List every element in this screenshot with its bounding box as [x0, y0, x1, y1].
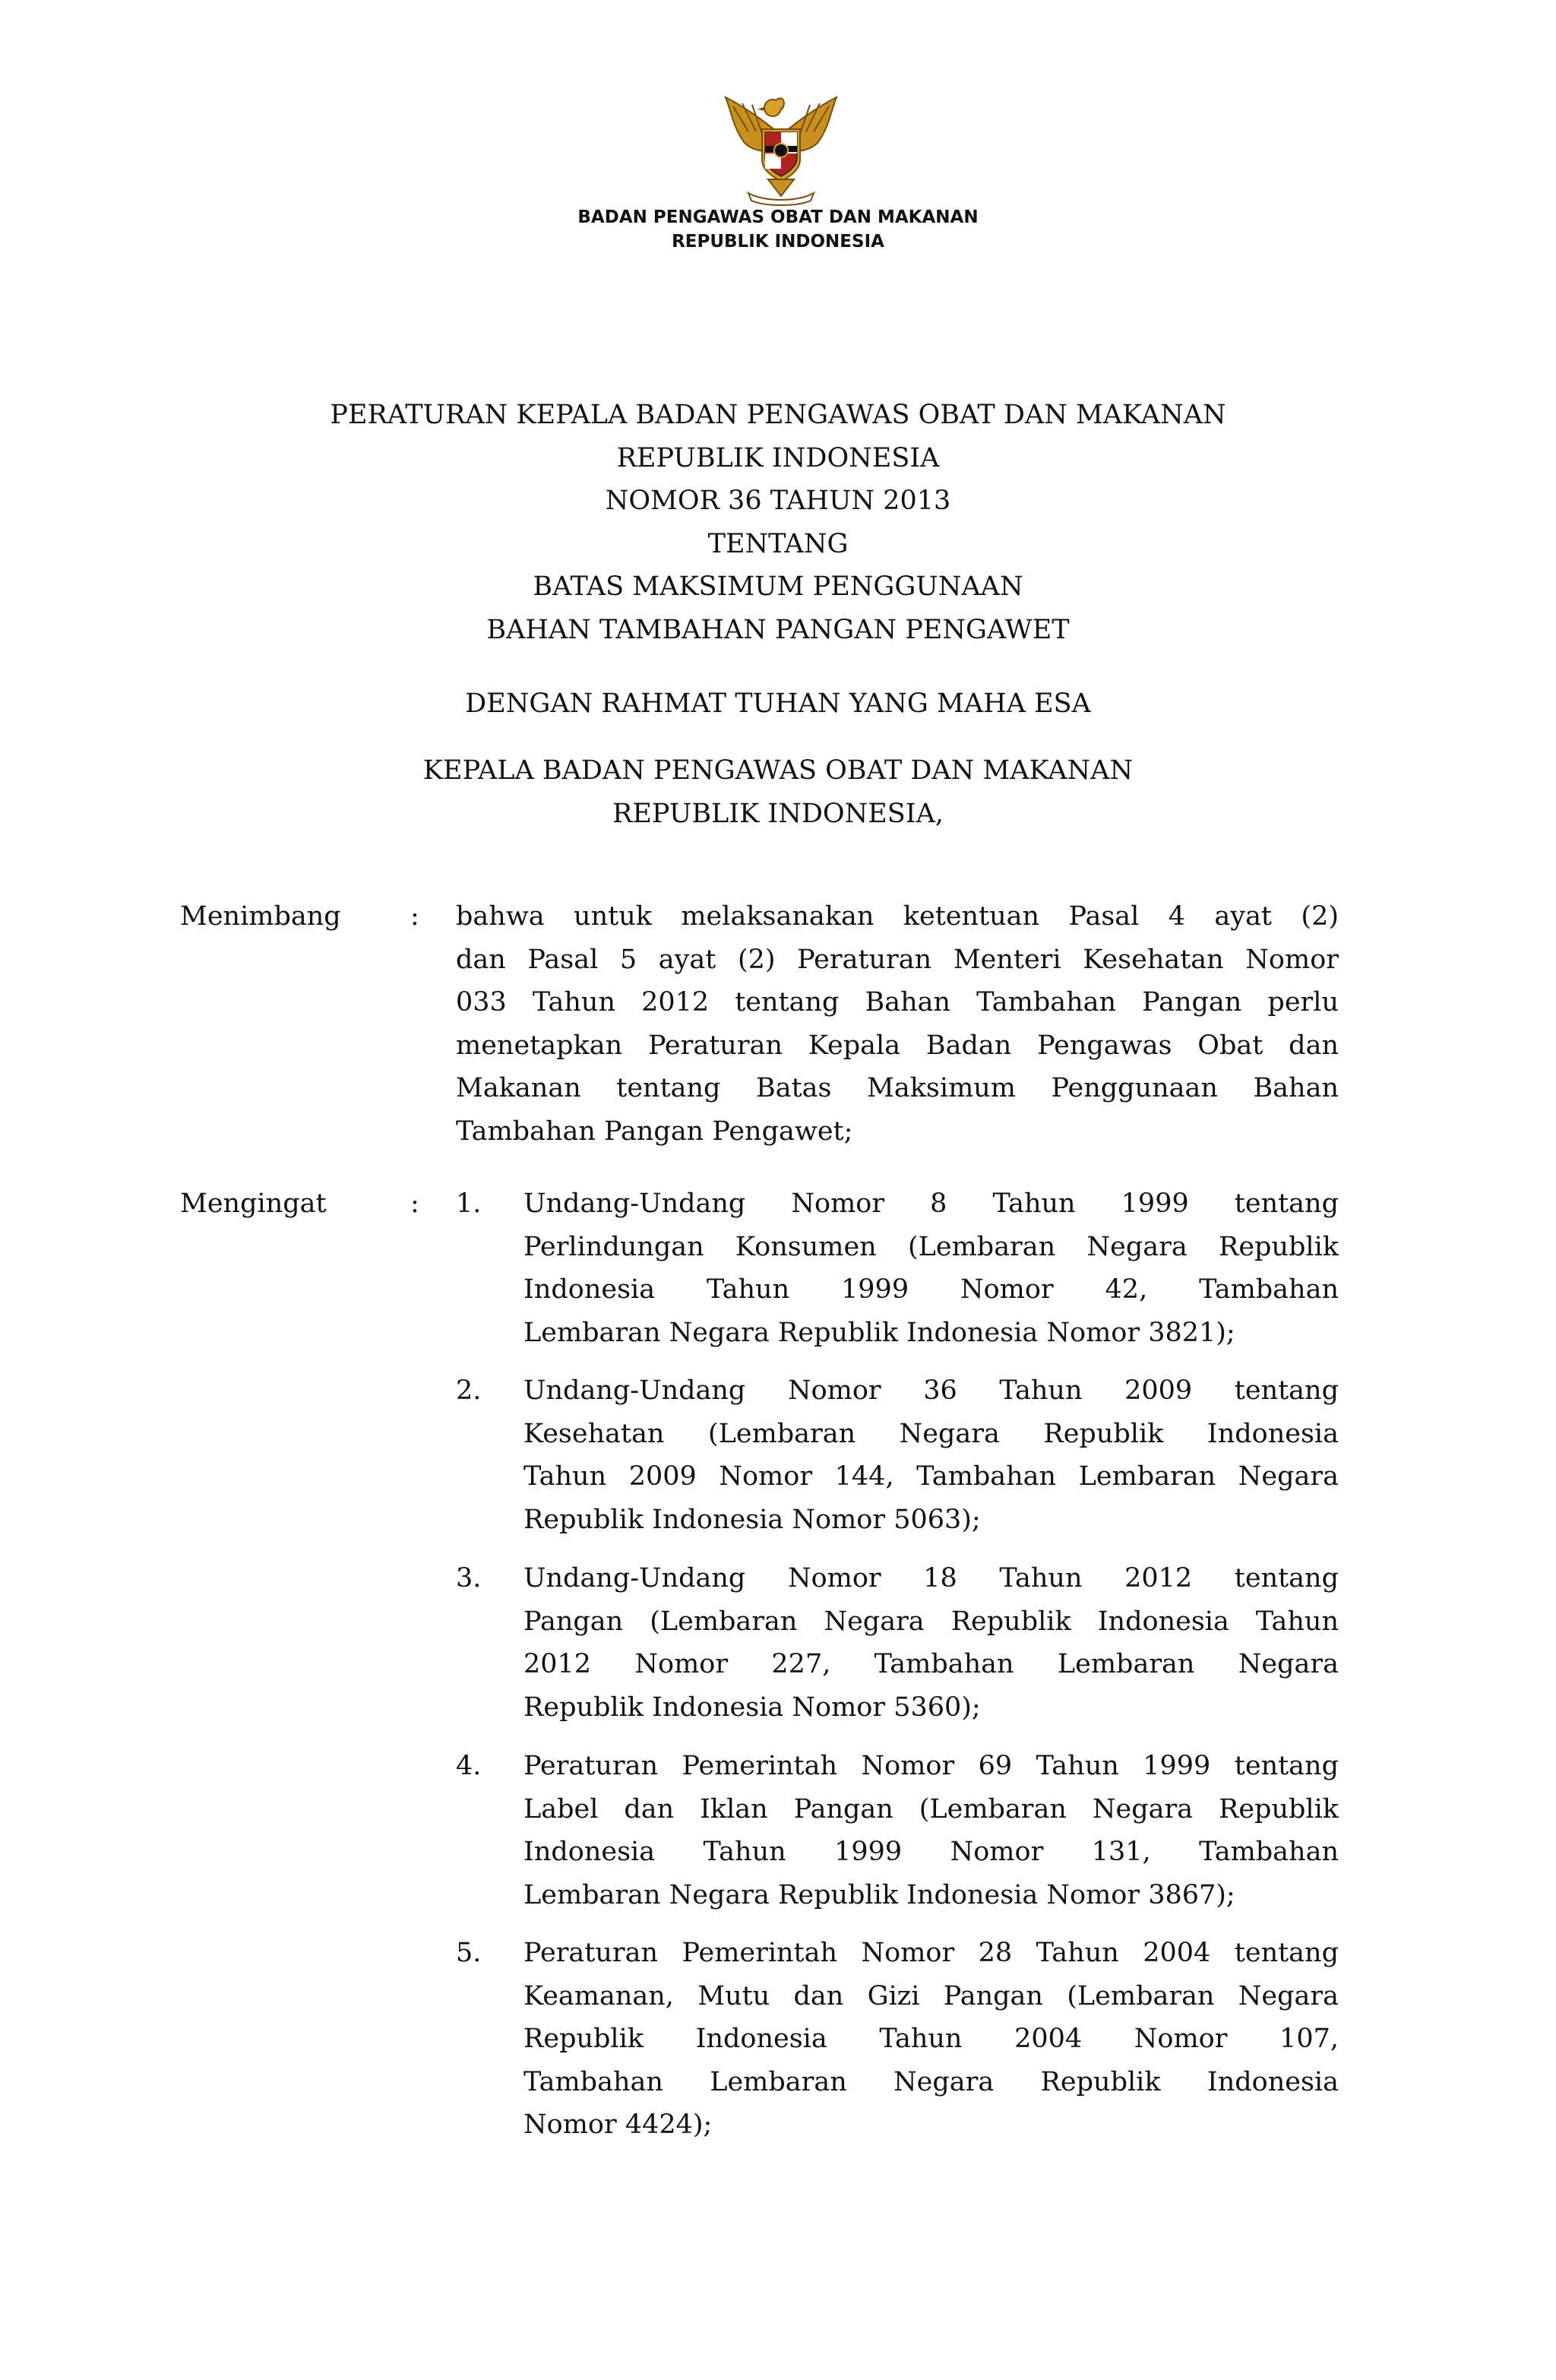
agency-header: [0, 205, 1556, 254]
text-line: Lembaran Negara Republik Indonesia Nomor 3867);: [523, 1879, 1235, 1910]
text-line: Keamanan, Mutu dan Gizi Pangan (Lembaran Negara: [523, 1980, 1339, 2011]
agency-name: BADAN PENGAWAS OBAT DAN MAKANAN: [577, 207, 979, 227]
list-item: [523, 1369, 1339, 1541]
invocation: DENGAN RAHMAT TUHAN YANG MAHA ESA: [465, 688, 1091, 719]
text-line: Perlindungan Konsumen (Lembaran Negara Republik: [523, 1231, 1339, 1262]
text-line: Pangan (Lembaran Negara Republik Indonesia Tahun: [523, 1606, 1339, 1637]
text-line: Indonesia Tahun 1999 Nomor 131, Tambahan: [523, 1837, 1339, 1867]
agency-country: REPUBLIK INDONESIA: [672, 232, 884, 252]
title-line: BATAS MAKSIMUM PENGGUNAAN: [533, 571, 1023, 602]
item-number: 5.: [456, 1938, 482, 1968]
title-line: REPUBLIK INDONESIA: [616, 442, 940, 473]
authority-line: REPUBLIK INDONESIA,: [612, 798, 944, 829]
text-line: Undang-Undang Nomor 18 Tahun 2012 tentang: [523, 1563, 1339, 1594]
item-number: 1.: [456, 1188, 482, 1219]
text-line: Peraturan Pemerintah Nomor 69 Tahun 1999 tentang: [523, 1751, 1339, 1781]
list-item: [523, 1932, 1339, 2147]
text-line: Republik Indonesia Nomor 5063);: [523, 1504, 981, 1535]
list-item: [523, 1182, 1339, 1354]
menimbang-label: Menimbang: [180, 901, 341, 932]
text-line: Label dan Iklan Pangan (Lembaran Negara Republik: [523, 1793, 1339, 1825]
text-line: Makanan tentang Batas Maksimum Penggunaan Bahan: [456, 1073, 1339, 1103]
text-line: Lembaran Negara Republik Indonesia Nomor 3821);: [523, 1317, 1235, 1348]
text-line: Kesehatan (Lembaran Negara Republik Indonesia: [523, 1418, 1339, 1449]
menimbang-text: [456, 895, 1339, 1153]
text-line: bahwa untuk melaksanakan ketentuan Pasal 4 ayat (2): [456, 901, 1339, 932]
text-line: 033 Tahun 2012 tentang Bahan Tambahan Pangan perlu: [456, 987, 1339, 1018]
text-line: 2012 Nomor 227, Tambahan Lembaran Negara: [523, 1649, 1339, 1679]
text-line: Indonesia Tahun 1999 Nomor 42, Tambahan: [523, 1274, 1339, 1305]
regulation-title: [0, 394, 1556, 651]
text-line: dan Pasal 5 ayat (2) Peraturan Menteri Kesehatan Nomor: [456, 944, 1339, 975]
title-line: BAHAN TAMBAHAN PANGAN PENGAWET: [486, 614, 1070, 645]
text-line: menetapkan Peraturan Kepala Badan Pengawas Obat dan: [456, 1030, 1339, 1061]
item-number: 2.: [456, 1375, 482, 1406]
text-line: Nomor 4424);: [523, 2109, 713, 2140]
authority: [0, 749, 1556, 835]
authority-line: KEPALA BADAN PENGAWAS OBAT DAN MAKANAN: [422, 755, 1134, 786]
garuda-emblem: [718, 90, 844, 208]
text-line: Republik Indonesia Nomor 5360);: [523, 1692, 981, 1723]
title-line: NOMOR 36 TAHUN 2013: [605, 486, 951, 516]
text-line: Tahun 2009 Nomor 144, Tambahan Lembaran Negara: [523, 1461, 1339, 1492]
mengingat-colon: :: [410, 1188, 419, 1219]
text-line: Undang-Undang Nomor 36 Tahun 2009 tentang: [523, 1375, 1339, 1406]
text-line: Peraturan Pemerintah Nomor 28 Tahun 2004 tentang: [523, 1938, 1339, 1968]
title-line: TENTANG: [707, 528, 849, 559]
text-line: Tambahan Pangan Pengawet;: [456, 1116, 853, 1147]
text-line: Republik Indonesia Tahun 2004 Nomor 107,: [523, 2024, 1339, 2054]
mengingat-label: Mengingat: [180, 1188, 327, 1219]
item-number: 3.: [456, 1563, 482, 1594]
item-number: 4.: [456, 1751, 482, 1781]
text-line: Tambahan Lembaran Negara Republik Indonesia: [523, 2066, 1339, 2097]
list-item: [523, 1745, 1339, 1916]
list-item: [523, 1557, 1339, 1729]
menimbang-colon: :: [410, 901, 419, 932]
text-line: Undang-Undang Nomor 8 Tahun 1999 tentang: [523, 1188, 1339, 1219]
title-line: PERATURAN KEPALA BADAN PENGAWAS OBAT DAN MAKANAN: [330, 400, 1226, 430]
